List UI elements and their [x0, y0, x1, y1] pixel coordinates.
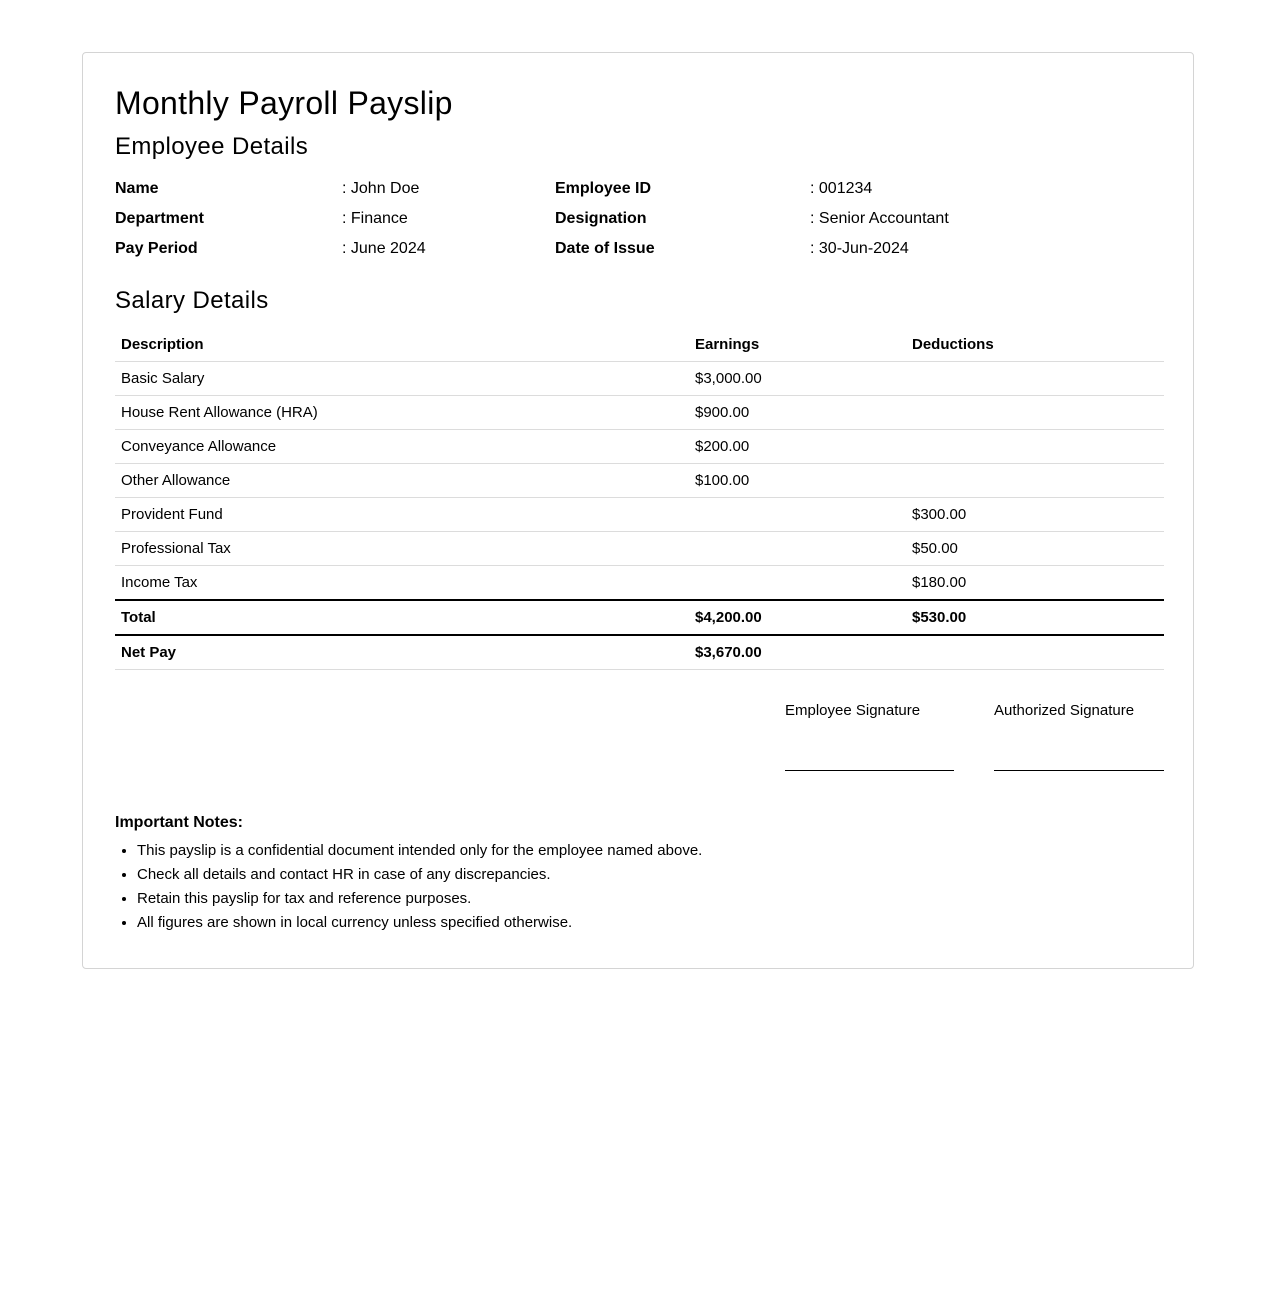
total-label: Total [115, 600, 689, 635]
row-description: Conveyance Allowance [115, 430, 689, 464]
row-earnings: $100.00 [689, 464, 906, 498]
row-earnings [689, 532, 906, 566]
row-earnings: $200.00 [689, 430, 906, 464]
column-header-earnings: Earnings [689, 328, 906, 362]
table-row [115, 566, 1164, 601]
net-pay-value: $3,670.00 [689, 635, 906, 670]
table-row [115, 498, 1164, 532]
list-item: • This payslip is a confidential document intended only for the employee named above. [137, 839, 702, 863]
pay-period-value: : June 2024 [342, 240, 426, 257]
row-earnings [689, 498, 906, 532]
page-title: Monthly Payroll Payslip [115, 85, 453, 121]
employee-signature-label: Employee Signature [785, 702, 921, 719]
net-pay-row [115, 635, 1164, 670]
table-row [115, 464, 1164, 498]
row-deductions [906, 362, 1164, 396]
total-deductions: $530.00 [906, 600, 1164, 635]
designation-value: : Senior Accountant [810, 210, 949, 227]
employee-id-value: : 001234 [810, 180, 873, 197]
pay-period-label: Pay Period [115, 240, 198, 257]
salary-details-heading: Salary Details [115, 287, 269, 314]
name-value: : John Doe [342, 180, 420, 197]
date-of-issue-label: Date of Issue [555, 240, 655, 257]
department-label: Department [115, 210, 204, 227]
employee-signature-line [785, 770, 954, 771]
department-value: : Finance [342, 210, 408, 227]
list-item: • Check all details and contact HR in case of any discrepancies. [137, 863, 702, 887]
row-deductions: $50.00 [906, 532, 1164, 566]
row-description: Basic Salary [115, 362, 689, 396]
row-description: Provident Fund [115, 498, 689, 532]
row-earnings [689, 566, 906, 601]
row-description: Income Tax [115, 566, 689, 601]
row-deductions [906, 396, 1164, 430]
date-of-issue-value: : 30-Jun-2024 [810, 240, 909, 257]
list-item: • All figures are shown in local currency unless specified otherwise. [137, 911, 702, 935]
row-deductions: $300.00 [906, 498, 1164, 532]
designation-label: Designation [555, 210, 647, 227]
employee-details-heading: Employee Details [115, 133, 309, 160]
row-description: Other Allowance [115, 464, 689, 498]
list-item: • Retain this payslip for tax and reference purposes. [137, 887, 702, 911]
name-label: Name [115, 180, 159, 197]
notes-list [115, 839, 702, 935]
total-row [115, 600, 1164, 635]
row-deductions [906, 430, 1164, 464]
table-header-row [115, 328, 1164, 362]
row-earnings: $3,000.00 [689, 362, 906, 396]
column-header-deductions: Deductions [906, 328, 1164, 362]
net-pay-label: Net Pay [115, 635, 689, 670]
table-row [115, 396, 1164, 430]
row-description: House Rent Allowance (HRA) [115, 396, 689, 430]
authorized-signature-label: Authorized Signature [994, 702, 1135, 719]
row-description: Professional Tax [115, 532, 689, 566]
employee-id-label: Employee ID [555, 180, 652, 197]
table-row [115, 430, 1164, 464]
row-deductions: $180.00 [906, 566, 1164, 601]
row-deductions [906, 464, 1164, 498]
salary-table [115, 328, 1164, 670]
notes-heading: Important Notes: [115, 814, 243, 831]
column-header-description: Description [115, 328, 689, 362]
row-earnings: $900.00 [689, 396, 906, 430]
total-earnings: $4,200.00 [689, 600, 906, 635]
authorized-signature-line [994, 770, 1164, 771]
payslip-card [82, 52, 1194, 969]
table-row [115, 362, 1164, 396]
net-pay-empty [906, 635, 1164, 670]
table-row [115, 532, 1164, 566]
